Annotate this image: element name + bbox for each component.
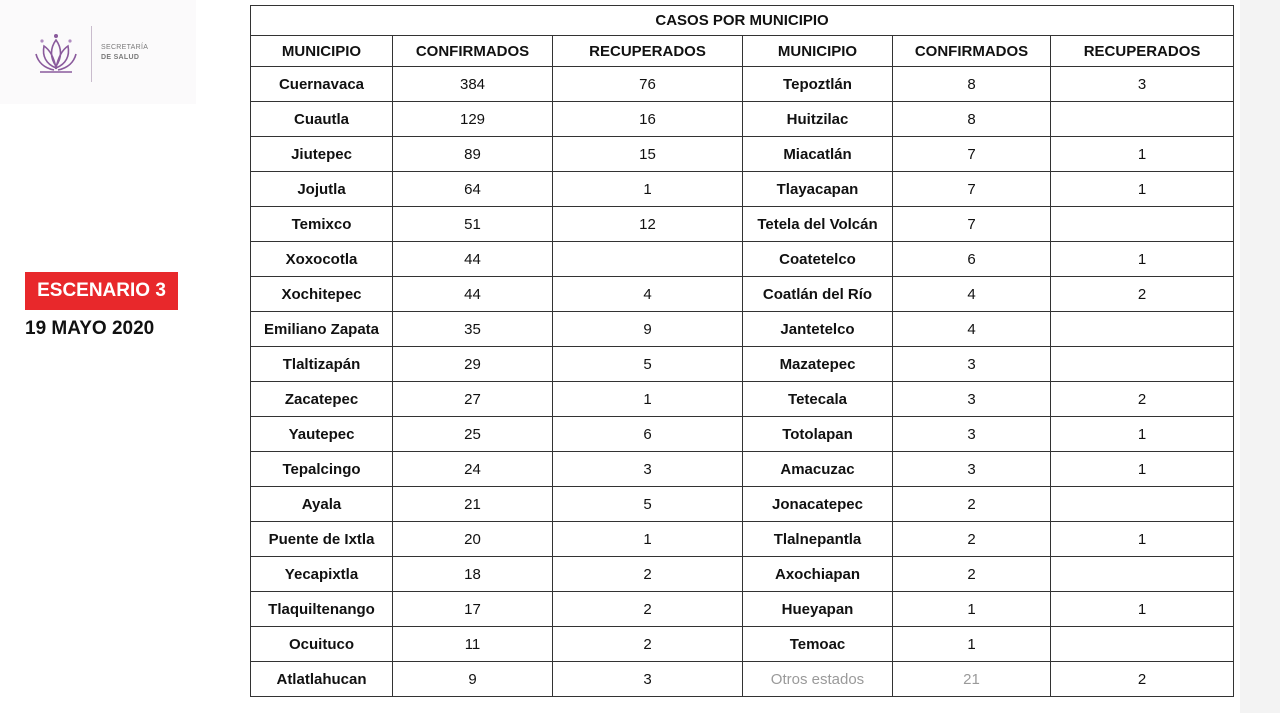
municipality-cell: Emiliano Zapata <box>251 312 393 347</box>
confirmed-cell: 35 <box>393 312 553 347</box>
table-row <box>251 347 1234 382</box>
table-row <box>251 452 1234 487</box>
municipality-cell: Tetela del Volcán <box>743 207 893 242</box>
municipality-cell: Tepalcingo <box>251 452 393 487</box>
confirmed-cell: 9 <box>393 662 553 697</box>
municipality-cell: Totolapan <box>743 417 893 452</box>
recovered-cell: 9 <box>553 312 743 347</box>
recovered-cell <box>1051 207 1234 242</box>
recovered-cell: 3 <box>553 452 743 487</box>
table-row <box>251 172 1234 207</box>
municipality-cell: Miacatlán <box>743 137 893 172</box>
table-header-row <box>251 36 1234 67</box>
table-row <box>251 102 1234 137</box>
confirmed-cell: 4 <box>893 312 1051 347</box>
confirmed-cell: 3 <box>893 347 1051 382</box>
municipality-cell: Jantetelco <box>743 312 893 347</box>
table-title-row <box>251 6 1234 36</box>
municipality-cell: Atlatlahucan <box>251 662 393 697</box>
recovered-cell: 1 <box>1051 137 1234 172</box>
confirmed-cell: 7 <box>893 172 1051 207</box>
table-row <box>251 312 1234 347</box>
table-title: CASOS POR MUNICIPIO <box>251 6 1234 36</box>
confirmed-cell: 44 <box>393 242 553 277</box>
confirmed-cell: 384 <box>393 67 553 102</box>
recovered-cell <box>1051 557 1234 592</box>
municipality-cell: Hueyapan <box>743 592 893 627</box>
recovered-cell: 1 <box>553 172 743 207</box>
table-row <box>251 592 1234 627</box>
municipality-cell: Xoxocotla <box>251 242 393 277</box>
table-row <box>251 137 1234 172</box>
recovered-cell: 4 <box>553 277 743 312</box>
confirmed-cell: 17 <box>393 592 553 627</box>
table-row <box>251 67 1234 102</box>
table-row <box>251 382 1234 417</box>
municipality-cell: Yautepec <box>251 417 393 452</box>
confirmed-cell: 3 <box>893 382 1051 417</box>
confirmed-cell: 2 <box>893 487 1051 522</box>
table-row <box>251 487 1234 522</box>
municipality-cell: Temoac <box>743 627 893 662</box>
confirmed-cell: 64 <box>393 172 553 207</box>
column-header: MUNICIPIO <box>251 36 393 67</box>
column-header: RECUPERADOS <box>1051 36 1234 67</box>
recovered-cell: 2 <box>1051 662 1234 697</box>
confirmed-cell: 7 <box>893 137 1051 172</box>
confirmed-cell: 2 <box>893 557 1051 592</box>
municipality-cell: Puente de Ixtla <box>251 522 393 557</box>
recovered-cell <box>1051 102 1234 137</box>
recovered-cell: 3 <box>553 662 743 697</box>
municipality-cell: Ocuituco <box>251 627 393 662</box>
confirmed-cell: 6 <box>893 242 1051 277</box>
recovered-cell: 2 <box>1051 382 1234 417</box>
secretaria-de-salud-logo <box>0 0 196 104</box>
confirmed-cell: 21 <box>893 662 1051 697</box>
confirmed-cell: 1 <box>893 592 1051 627</box>
municipality-cell: Jonacatepec <box>743 487 893 522</box>
column-header: RECUPERADOS <box>553 36 743 67</box>
recovered-cell <box>1051 347 1234 382</box>
morelos-flower-logo-icon <box>30 32 82 78</box>
confirmed-cell: 18 <box>393 557 553 592</box>
municipality-cell: Ayala <box>251 487 393 522</box>
municipality-cell: Cuautla <box>251 102 393 137</box>
municipality-cell: Tlaltizapán <box>251 347 393 382</box>
municipality-cell: Otros estados <box>743 662 893 697</box>
confirmed-cell: 89 <box>393 137 553 172</box>
recovered-cell <box>1051 627 1234 662</box>
recovered-cell: 76 <box>553 67 743 102</box>
recovered-cell: 2 <box>553 627 743 662</box>
confirmed-cell: 20 <box>393 522 553 557</box>
recovered-cell: 1 <box>1051 522 1234 557</box>
column-header: CONFIRMADOS <box>393 36 553 67</box>
recovered-cell: 5 <box>553 487 743 522</box>
confirmed-cell: 2 <box>893 522 1051 557</box>
cases-by-municipality-table <box>250 5 1234 697</box>
municipality-cell: Temixco <box>251 207 393 242</box>
confirmed-cell: 11 <box>393 627 553 662</box>
municipality-cell: Tlaquiltenango <box>251 592 393 627</box>
table-row <box>251 522 1234 557</box>
confirmed-cell: 3 <box>893 417 1051 452</box>
municipality-cell: Huitzilac <box>743 102 893 137</box>
confirmed-cell: 51 <box>393 207 553 242</box>
logo-divider <box>91 26 92 82</box>
recovered-cell: 1 <box>1051 592 1234 627</box>
municipality-cell: Tepoztlán <box>743 67 893 102</box>
recovered-cell: 2 <box>1051 277 1234 312</box>
municipality-cell: Jiutepec <box>251 137 393 172</box>
table-row <box>251 277 1234 312</box>
recovered-cell <box>1051 312 1234 347</box>
recovered-cell: 6 <box>553 417 743 452</box>
municipality-cell: Xochitepec <box>251 277 393 312</box>
confirmed-cell: 21 <box>393 487 553 522</box>
confirmed-cell: 8 <box>893 102 1051 137</box>
municipality-cell: Coatlán del Río <box>743 277 893 312</box>
municipality-cell: Tlayacapan <box>743 172 893 207</box>
recovered-cell <box>1051 487 1234 522</box>
recovered-cell: 16 <box>553 102 743 137</box>
recovered-cell: 1 <box>1051 172 1234 207</box>
municipality-cell: Zacatepec <box>251 382 393 417</box>
scenario-badge: ESCENARIO 3 <box>25 272 178 310</box>
recovered-cell: 1 <box>553 522 743 557</box>
table-row <box>251 417 1234 452</box>
column-header: MUNICIPIO <box>743 36 893 67</box>
confirmed-cell: 25 <box>393 417 553 452</box>
confirmed-cell: 7 <box>893 207 1051 242</box>
municipality-cell: Tetecala <box>743 382 893 417</box>
recovered-cell: 5 <box>553 347 743 382</box>
recovered-cell: 3 <box>1051 67 1234 102</box>
recovered-cell: 12 <box>553 207 743 242</box>
table-row <box>251 662 1234 697</box>
confirmed-cell: 129 <box>393 102 553 137</box>
column-header: CONFIRMADOS <box>893 36 1051 67</box>
municipality-cell: Cuernavaca <box>251 67 393 102</box>
confirmed-cell: 44 <box>393 277 553 312</box>
recovered-cell: 15 <box>553 137 743 172</box>
municipality-cell: Jojutla <box>251 172 393 207</box>
confirmed-cell: 4 <box>893 277 1051 312</box>
logo-text-line1: SECRETARÍA <box>101 44 149 51</box>
logo-text-line2: DE SALUD <box>101 54 140 61</box>
confirmed-cell: 3 <box>893 452 1051 487</box>
confirmed-cell: 1 <box>893 627 1051 662</box>
recovered-cell <box>553 242 743 277</box>
recovered-cell: 2 <box>553 557 743 592</box>
recovered-cell: 1 <box>1051 417 1234 452</box>
municipality-cell: Tlalnepantla <box>743 522 893 557</box>
table-row <box>251 207 1234 242</box>
recovered-cell: 1 <box>1051 242 1234 277</box>
confirmed-cell: 8 <box>893 67 1051 102</box>
municipality-cell: Yecapixtla <box>251 557 393 592</box>
municipality-cell: Mazatepec <box>743 347 893 382</box>
municipality-cell: Amacuzac <box>743 452 893 487</box>
table-row <box>251 557 1234 592</box>
recovered-cell: 1 <box>1051 452 1234 487</box>
recovered-cell: 2 <box>553 592 743 627</box>
report-date: 19 MAYO 2020 <box>25 318 155 339</box>
confirmed-cell: 24 <box>393 452 553 487</box>
confirmed-cell: 29 <box>393 347 553 382</box>
confirmed-cell: 27 <box>393 382 553 417</box>
table-row <box>251 627 1234 662</box>
municipality-cell: Axochiapan <box>743 557 893 592</box>
recovered-cell: 1 <box>553 382 743 417</box>
right-margin <box>1240 0 1280 713</box>
table-body <box>251 67 1234 697</box>
table-row <box>251 242 1234 277</box>
municipality-cell: Coatetelco <box>743 242 893 277</box>
